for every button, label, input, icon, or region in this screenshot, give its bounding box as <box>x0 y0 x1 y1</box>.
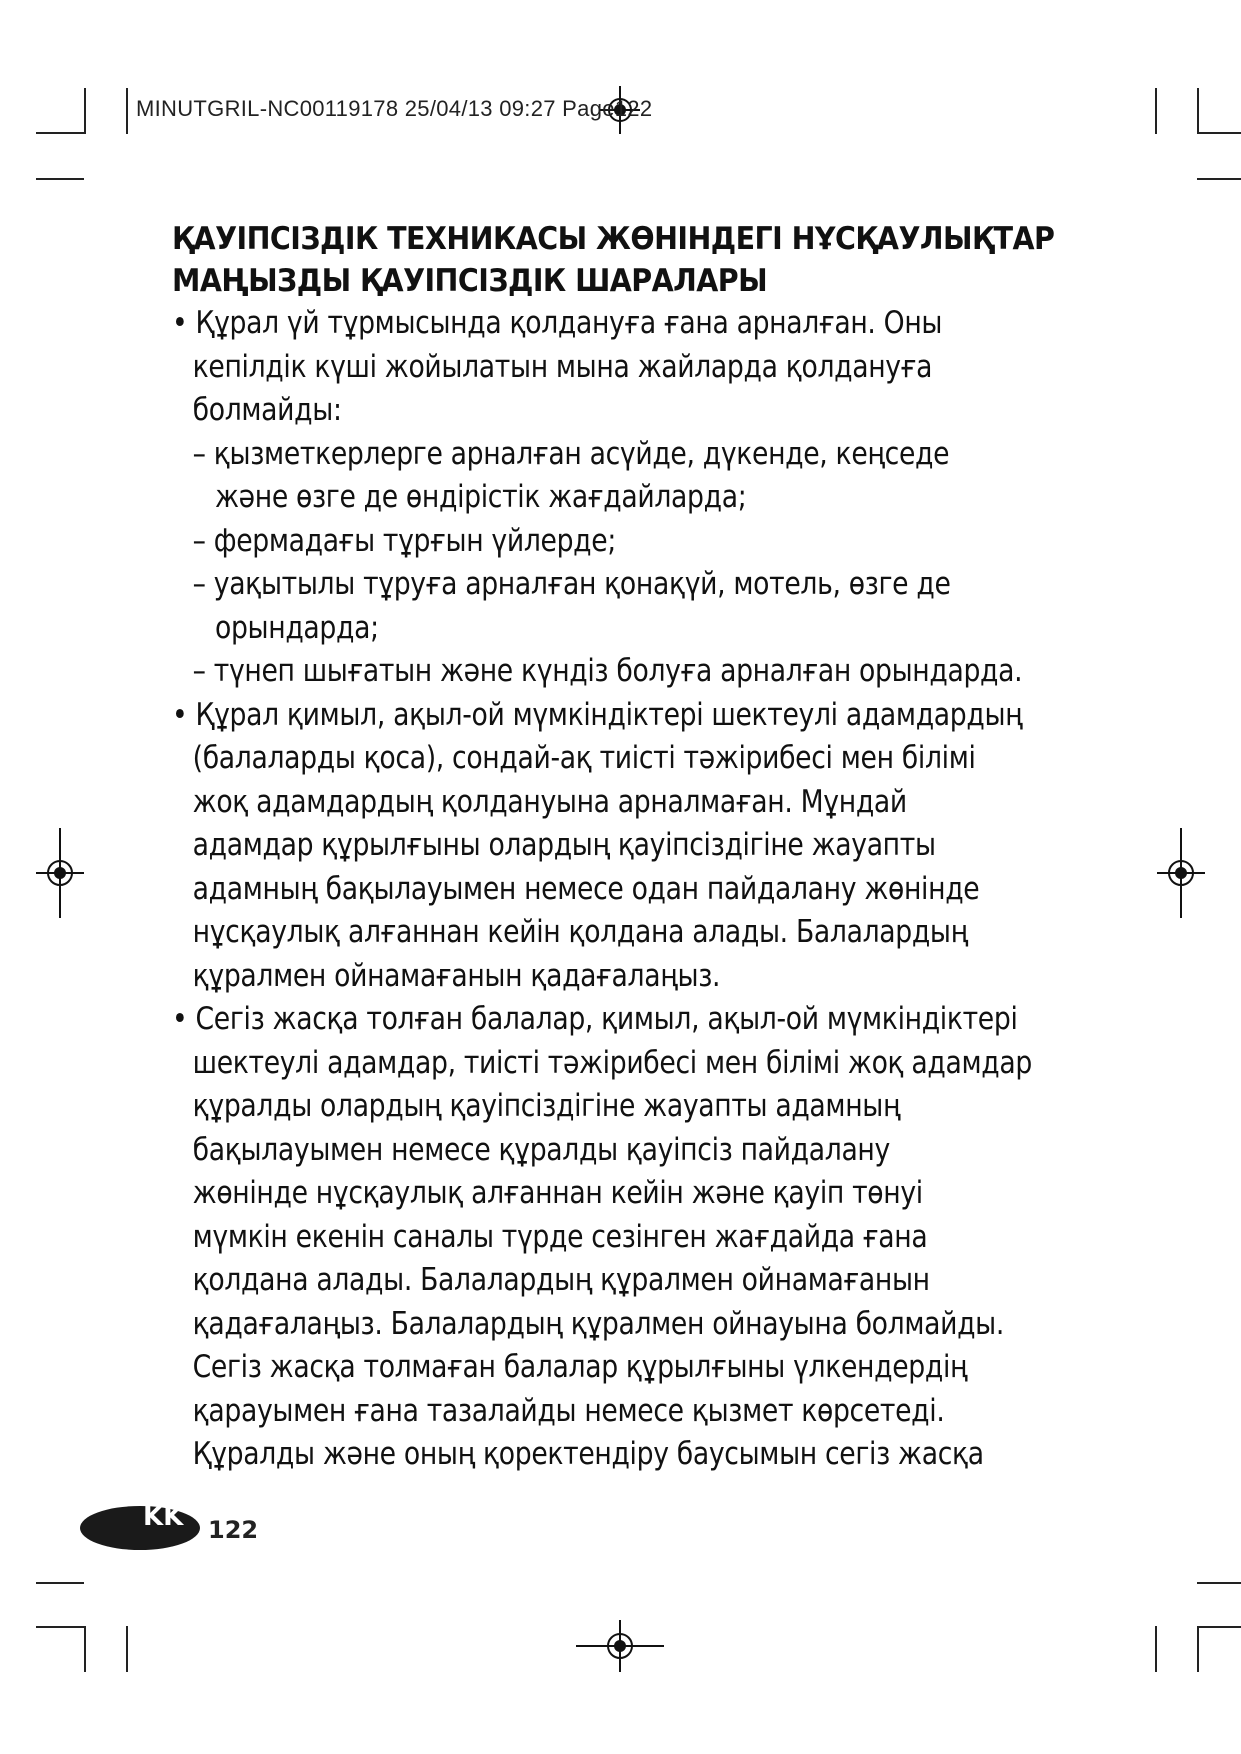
crop-mark <box>36 1582 84 1584</box>
text-line: – түнеп шығатын және күндіз болуға арналған орындарда. <box>192 653 1023 689</box>
crop-mark <box>1197 178 1241 180</box>
text-line: адамның бақылауымен немесе одан пайдалану жөнінде <box>192 870 980 907</box>
text-line: қолдана алады. Балалардың құралмен ойнамағанын <box>192 1262 930 1298</box>
text-line: болмайды: <box>192 392 342 428</box>
registration-mark-icon <box>36 828 84 918</box>
crop-mark <box>1197 132 1241 134</box>
registration-mark-icon <box>576 1620 664 1672</box>
text-line: қадағалаңыз. Балалардың құралмен ойнауына болмайды. <box>192 1305 1005 1342</box>
page-number: 122 <box>208 1516 259 1544</box>
crop-mark <box>126 88 128 134</box>
text-line: кепілдік күші жойылатын мына жайларда қолдануға <box>192 348 933 385</box>
text-line: қарауымен ғана тазалайды немесе қызмет көрсетеді. <box>192 1392 945 1429</box>
text-line: құралмен ойнамағанын қадағалаңыз. <box>192 957 721 994</box>
text-line: жөнінде нұсқаулық алғаннан кейін және қауіп төнуі <box>192 1175 923 1211</box>
text-line: • Құрал қимыл, ақыл-ой мүмкіндіктері шектеулі адамдардың <box>172 696 1023 733</box>
language-code: KK <box>143 1502 184 1532</box>
text-line: нұсқаулық алғаннан кейін қолдана алады. Балалардың <box>192 914 968 950</box>
print-slug: MINUTGRIL-NC00119178 25/04/13 09:27 Page122 <box>136 96 653 121</box>
text-line: – фермадағы тұрғын үйлерде; <box>192 522 616 559</box>
crop-mark <box>1197 1582 1241 1584</box>
safety-text <box>172 302 1135 1477</box>
text-line: орындарда; <box>215 609 379 646</box>
crop-mark <box>126 1626 128 1672</box>
text-line: мүмкін екенін саналы түрде сезінген жағдайда ғана <box>192 1218 928 1255</box>
title-line: ҚАУІПСІЗДІК ТЕХНИКАСЫ ЖӨНІНДЕГІ НҰСҚАУЛЫҚТАР <box>172 221 1055 257</box>
crop-mark <box>1155 88 1157 134</box>
page-title <box>172 218 1055 302</box>
text-line: Құралды және оның қоректендіру баусымын сегіз жасқа <box>192 1436 984 1472</box>
text-line: құралды олардың қауіпсіздігіне жауапты адамның <box>192 1088 901 1124</box>
text-line: бақылауымен немесе құралды қауіпсіз пайдалану <box>192 1131 890 1168</box>
crop-mark <box>1197 1626 1199 1672</box>
text-line: (балаларды қоса), сондай-ақ тиісті тәжірибесі мен білімі <box>192 740 976 776</box>
text-line: шектеулі адамдар, тиісті тәжірибесі мен білімі жоқ адамдар <box>192 1044 1032 1081</box>
text-line: жоқ адамдардың қолдануына арналмаған. Мұндай <box>192 783 907 820</box>
crop-mark <box>84 1626 86 1672</box>
crop-mark <box>36 132 84 134</box>
text-line: – уақытылы тұруға арналған қонақүй, мотель, өзге де <box>192 566 951 602</box>
crop-mark <box>36 1626 84 1628</box>
registration-mark-icon <box>1157 828 1205 918</box>
crop-mark <box>1155 1626 1157 1672</box>
crop-mark <box>1197 88 1199 134</box>
text-line: адамдар құрылғыны олардың қауіпсіздігіне жауапты <box>192 827 936 863</box>
text-line: • Құрал үй тұрмысында қолдануға ғана арналған. Оны <box>172 305 943 341</box>
title-line: МАҢЫЗДЫ ҚАУІПСІЗДІК ШАРАЛАРЫ <box>172 263 768 299</box>
document-body <box>172 218 1132 1477</box>
text-line: • Сегіз жасқа толған балалар, қимыл, ақыл-ой мүмкіндіктері <box>172 1001 1018 1037</box>
crop-mark <box>84 88 86 134</box>
text-line: – қызметкерлерге арналған асүйде, дүкенде, кеңседе <box>192 435 950 472</box>
text-line: Сегіз жасқа толмаған балалар құрылғыны үлкендердің <box>192 1349 968 1385</box>
crop-mark <box>1197 1626 1241 1628</box>
text-line: және өзге де өндірістік жағдайларда; <box>215 479 747 515</box>
crop-mark <box>36 178 84 180</box>
